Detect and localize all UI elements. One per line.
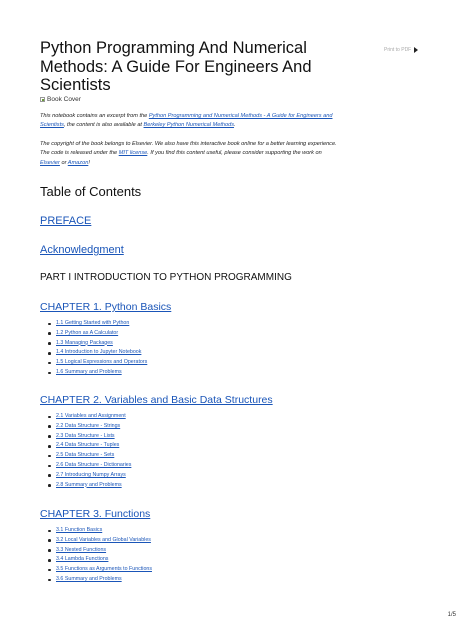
list-item xyxy=(48,432,131,442)
print-to-pdf-link[interactable] xyxy=(384,47,418,53)
acknowledgment-link[interactable]: Acknowledgment xyxy=(40,244,124,256)
list-item xyxy=(48,348,147,358)
mit-license-link[interactable]: MIT license xyxy=(118,150,148,157)
part-1-heading: PART I INTRODUCTION TO PYTHON PROGRAMMING xyxy=(40,272,292,283)
section-link[interactable]: 1.3 Managing Packages xyxy=(56,339,113,346)
section-link[interactable]: 1.1 Getting Started with Python xyxy=(56,320,130,326)
section-link[interactable]: 2.8 Summary and Problems xyxy=(56,481,122,488)
list-item xyxy=(48,565,152,575)
list-item xyxy=(48,412,131,422)
book-link[interactable]: Python Programming and Numerical Methods - A Guide for Engineers and Scientists xyxy=(40,113,333,129)
section-link[interactable]: 1.2 Python as A Calculator xyxy=(56,329,119,336)
section-link[interactable]: 3.3 Nested Functions xyxy=(56,546,107,553)
intro-paragraph xyxy=(40,112,340,131)
chapter-1-list xyxy=(48,319,147,378)
list-item xyxy=(48,536,152,546)
toc-heading: Table of Contents xyxy=(40,184,142,199)
list-item xyxy=(48,481,131,491)
list-item xyxy=(48,441,131,451)
copyright-text-4: ! xyxy=(88,159,90,166)
section-link[interactable]: 2.2 Data Structure - Strings xyxy=(56,422,121,429)
page-title: Python Programming And Numerical Methods: A Guide For Engineers And Scientists xyxy=(40,39,312,94)
section-link[interactable]: 1.5 Logical Expressions and Operators xyxy=(56,359,148,366)
section-link[interactable]: 3.2 Local Variables and Global Variables xyxy=(56,536,151,543)
list-item xyxy=(48,451,131,461)
intro-text-1: This notebook contains an excerpt from the xyxy=(40,113,149,119)
list-item xyxy=(48,422,131,432)
intro-text-2: , the content is also available at xyxy=(63,122,144,129)
section-link[interactable]: 3.5 Functions as Arguments to Functions xyxy=(56,566,152,573)
section-link[interactable]: 2.6 Data Structure - Dictionaries xyxy=(56,461,132,468)
section-link[interactable]: 2.1 Variables and Assignment xyxy=(56,413,126,419)
section-link[interactable]: 2.7 Introducing Numpy Arrays xyxy=(56,471,126,478)
section-link[interactable]: 1.6 Summary and Problems xyxy=(56,368,122,375)
list-item xyxy=(48,471,131,481)
chapter-3-list xyxy=(48,526,152,585)
list-item xyxy=(48,555,152,565)
copyright-text-3: or xyxy=(59,159,68,166)
list-item xyxy=(48,329,147,339)
intro-text-3: . xyxy=(234,122,236,129)
broken-image-icon xyxy=(40,97,45,102)
berkeley-link[interactable]: Berkeley Python Numerical Methods xyxy=(143,122,235,129)
chapter-3-link[interactable]: CHAPTER 3. Functions xyxy=(40,508,151,520)
section-link[interactable]: 1.4 Introduction to Jupyter Notebook xyxy=(56,349,142,356)
list-item xyxy=(48,319,147,329)
list-item xyxy=(48,461,131,471)
elsevier-link[interactable]: Elsevier xyxy=(40,159,60,166)
book-cover-alt-text: Book Cover xyxy=(47,96,81,103)
amazon-link[interactable]: Amazon xyxy=(67,159,89,166)
copyright-text-2: . If you find this content useful, please consider supporting the work on xyxy=(147,150,322,157)
book-cover-image xyxy=(40,96,81,103)
list-item xyxy=(48,368,147,378)
list-item xyxy=(48,526,152,536)
play-arrow-icon xyxy=(414,47,418,53)
section-link[interactable]: 3.4 Lambda Functions xyxy=(56,556,109,563)
section-link[interactable]: 3.6 Summary and Problems xyxy=(56,575,122,582)
copyright-paragraph xyxy=(40,140,340,168)
list-item xyxy=(48,358,147,368)
page-number: 1/5 xyxy=(447,612,456,618)
chapter-2-link[interactable]: CHAPTER 2. Variables and Basic Data Structures xyxy=(40,394,273,406)
section-link[interactable]: 3.1 Function Basics xyxy=(56,527,103,533)
chapter-2-list xyxy=(48,412,131,490)
section-link[interactable]: 2.5 Data Structure - Sets xyxy=(56,452,115,459)
section-link[interactable]: 2.4 Data Structure - Tuples xyxy=(56,442,120,449)
print-to-pdf-label: Print to PDF xyxy=(384,47,412,53)
list-item xyxy=(48,339,147,349)
copyright-text-1: The copyright of the book belongs to Elsevier. We also have this interactive book online for a better learning experience. The code is released under the xyxy=(40,141,337,157)
section-link[interactable]: 2.3 Data Structure - Lists xyxy=(56,432,115,439)
list-item xyxy=(48,575,152,585)
preface-link[interactable]: PREFACE xyxy=(40,215,92,227)
chapter-1-link[interactable]: CHAPTER 1. Python Basics xyxy=(40,301,172,313)
list-item xyxy=(48,546,152,556)
